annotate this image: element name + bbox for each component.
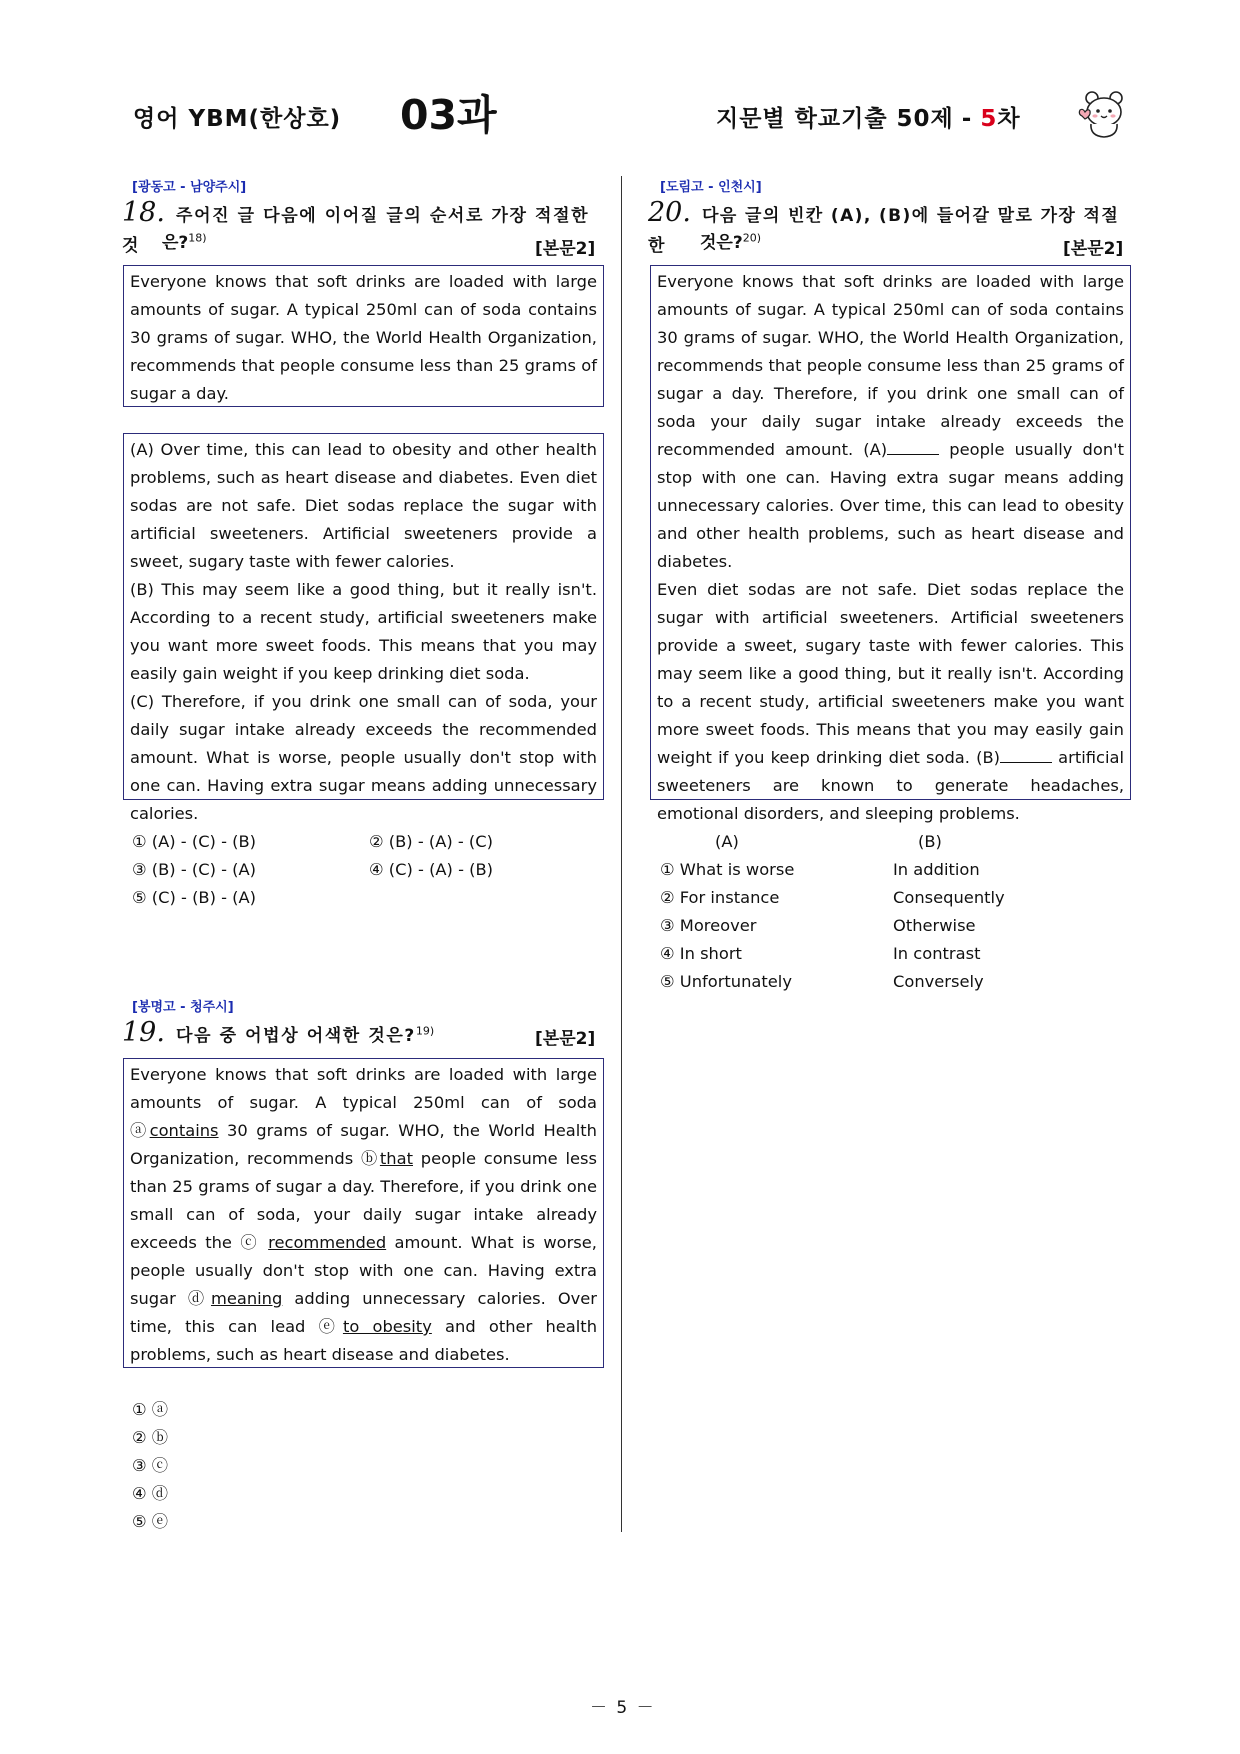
underlined-word-d: meaning xyxy=(210,1289,283,1308)
q18-option-2[interactable]: ② (B) - (A) - (C) xyxy=(369,832,494,851)
q19-stem-text: 다음 중 어법상 어색한 것은? xyxy=(176,1026,416,1046)
q20-option-5-b: Conversely xyxy=(893,972,984,991)
underlined-word-c: recommended xyxy=(268,1233,387,1252)
q18-section-tag: [본문2] xyxy=(535,239,596,259)
q20-option-5-a[interactable]: ⑤ Unfortunately xyxy=(660,972,792,991)
q20-footnote: 20) xyxy=(742,231,762,245)
q20-p1-text-b: people usually don't stop with one can. Having extra sugar means adding unnecessary calories. Over time, this can lead to obesity and other health problems, such as heart disease and diabetes. xyxy=(657,440,1125,571)
q20-stem-line2: 것은? xyxy=(700,233,743,253)
q20-option-4-a[interactable]: ④ In short xyxy=(660,944,742,963)
q20-p1-text-a: Everyone knows that soft drinks are loaded with large amounts of sugar. A typical 250ml can of soda contains 30 grams of sugar. WHO, the World Health Organization, recommends that people consume less than 25 grams of sugar a day. Therefore, if you drink one small can of soda your daily sugar intake already exceeds the recommended amount. (A) xyxy=(657,272,1124,459)
q19-text-4: amount. What is worse, people usually don't stop with one can. Having extra sugar xyxy=(130,1233,597,1308)
q20-stem-line1: 다음 글의 빈칸 (A), (B)에 들어갈 말로 가장 적절한 xyxy=(648,206,1120,256)
q20-option-2-b: Consequently xyxy=(893,888,1005,907)
q20-p2-text-b: artificial sweeteners are known to generate headaches, emotional disorders, and sleeping problems. xyxy=(657,748,1124,823)
q20-option-3-b: Otherwise xyxy=(893,916,976,935)
q19-text-6: and other health problems, such as heart disease and diabetes. xyxy=(130,1317,598,1364)
q20-column-b-header: (B) xyxy=(918,832,942,851)
underlined-word-a: contains xyxy=(149,1121,219,1140)
q20-column-a-header: (A) xyxy=(715,832,739,851)
q18-given-passage xyxy=(123,265,604,407)
q20-p2-text-a: Even diet sodas are not safe. Diet sodas replace the sugar with artificial sweeteners. Artificial sweeteners provide a sweet, sugary taste with fewer calories. This may seem like a good thing, but it really isn't. According to a recent study, artificial sweeteners make you want more sweet foods. This means that you may easily gain weight if you keep drinking diet soda. (B) xyxy=(657,580,1124,767)
q20-option-2-a[interactable]: ② For instance xyxy=(660,888,780,907)
lesson-number: 03과 xyxy=(400,91,497,139)
marker-d: ⓓ xyxy=(187,1289,211,1308)
q20-stem-cont xyxy=(700,228,761,258)
q20-option-1-b: In addition xyxy=(893,860,980,879)
q20-passage xyxy=(650,265,1131,823)
q18-paragraph-a: (A) Over time, this can lead to obesity and other health problems, such as heart disease and diabetes. Even diet sodas are not safe. Diet sodas replace the sugar with artificial sweeteners. Artificial sweeteners provide a sweet, sugary taste with fewer calories. xyxy=(130,440,597,571)
q19-text-5: adding unnecessary calories. Over time, this can lead xyxy=(130,1289,597,1336)
blank-b xyxy=(1000,748,1052,763)
q20-school-tag: [도림고 - 인천시] xyxy=(660,180,762,195)
q19-option-4[interactable]: ④ ⓓ xyxy=(132,1484,169,1503)
bear-mascot-icon xyxy=(1076,86,1132,142)
marker-b: ⓑ xyxy=(361,1149,380,1168)
q18-school-tag: [광동고 - 남양주시] xyxy=(132,180,247,195)
q19-text-1: Everyone knows that soft drinks are loaded with large amounts of sugar. A typical 250ml can of soda xyxy=(130,1065,597,1112)
q19-option-2[interactable]: ② ⓑ xyxy=(132,1428,169,1447)
underlined-word-e: to obesity xyxy=(342,1317,432,1336)
page-number: － 5 － xyxy=(590,1698,656,1718)
q20-paragraph-2 xyxy=(657,576,1124,828)
round-suffix: 차 xyxy=(997,106,1021,132)
q18-given-text: Everyone knows that soft drinks are loaded with large amounts of sugar. A typical 250ml can of soda contains 30 grams of sugar. WHO, the World Health Organization, recommends that people consume less than 25 grams of sugar a day. xyxy=(130,272,597,403)
q18-paragraphs-box xyxy=(123,433,604,823)
q20-number: 20. xyxy=(648,197,691,228)
column-divider xyxy=(621,176,622,1532)
q19-passage xyxy=(123,1058,604,1368)
q19-passage-text xyxy=(130,1061,597,1369)
q18-stem-line2: 은? xyxy=(162,233,189,253)
title-separator: - xyxy=(961,106,973,132)
marker-e: ⓔ xyxy=(318,1317,343,1336)
q18-footnote: 18) xyxy=(188,231,207,245)
blank-a xyxy=(887,440,939,455)
q18-stem-cont xyxy=(162,228,207,258)
q19-school-tag: [봉명고 - 청주시] xyxy=(132,1000,234,1015)
q20-option-3-a[interactable]: ③ Moreover xyxy=(660,916,757,935)
marker-c: ⓒ xyxy=(240,1233,260,1252)
q19-stem xyxy=(122,1018,434,1051)
q20-option-1-a[interactable]: ① What is worse xyxy=(660,860,795,879)
q19-text-3: people consume less than 25 grams of sugar a day. Therefore, if you drink one small can of soda, your daily sugar intake already exceeds the xyxy=(130,1149,597,1252)
q19-option-5[interactable]: ⑤ ⓔ xyxy=(132,1512,169,1531)
round-number: 5 xyxy=(980,106,998,132)
q19-number: 19. xyxy=(122,1017,165,1048)
q20-paragraph-1 xyxy=(657,268,1124,576)
q18-option-4[interactable]: ④ (C) - (A) - (B) xyxy=(369,860,494,879)
q18-number: 18. xyxy=(122,197,165,228)
underlined-word-b: that xyxy=(379,1149,413,1168)
q18-stem-line1: 주어진 글 다음에 이어질 글의 순서로 가장 적절한 것 xyxy=(122,206,590,256)
q18-option-5[interactable]: ⑤ (C) - (B) - (A) xyxy=(132,888,257,907)
q20-section-tag: [본문2] xyxy=(1063,239,1124,259)
q18-paragraph-b: (B) This may seem like a good thing, but it really isn't. According to a recent study, artificial sweeteners make you want more sweet foods. This means that you may easily gain weight if you keep drinking diet soda. xyxy=(130,580,597,683)
worksheet-title xyxy=(716,100,1021,133)
q19-option-1[interactable]: ① ⓐ xyxy=(132,1400,169,1419)
q19-option-3[interactable]: ③ ⓒ xyxy=(132,1456,169,1475)
q19-section-tag: [본문2] xyxy=(535,1029,596,1049)
q19-footnote: 19) xyxy=(415,1024,435,1038)
worksheet-title-text: 지문별 학교기출 50제 xyxy=(716,106,954,132)
q18-option-1[interactable]: ① (A) - (C) - (B) xyxy=(132,832,257,851)
q18-paragraph-c: (C) Therefore, if you drink one small can of soda, your daily sugar intake already exceeds the recommended amount. What is worse, people usually don't stop with one can. Having extra sugar means adding unnecessary calories. xyxy=(130,692,597,823)
q18-option-3[interactable]: ③ (B) - (C) - (A) xyxy=(132,860,257,879)
marker-a: ⓐ xyxy=(130,1121,150,1140)
q20-option-4-b: In contrast xyxy=(893,944,981,963)
q19-text-2: 30 grams of sugar. WHO, the World Health Organization, recommends xyxy=(130,1121,597,1168)
subject-title: 영어 YBM(한상호) xyxy=(133,106,342,132)
